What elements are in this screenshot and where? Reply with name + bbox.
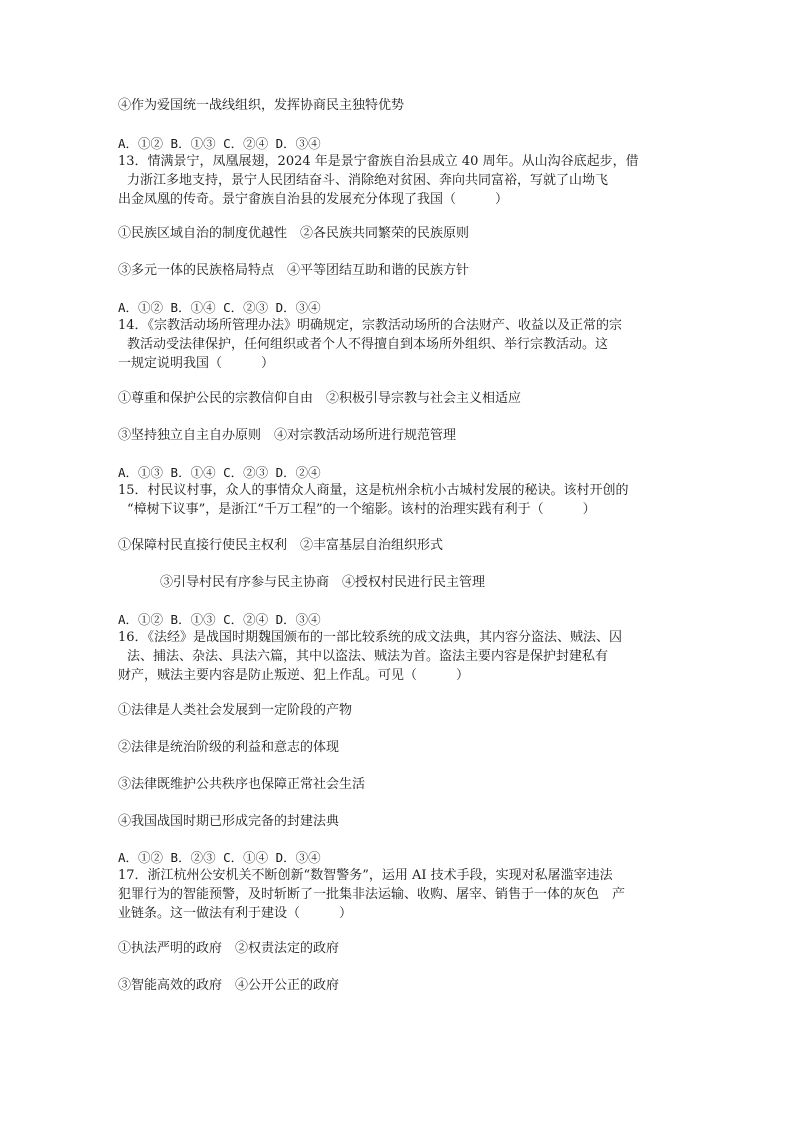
q16-option-3: ③法律既维护公共秩序也保障正常社会生活: [118, 777, 366, 792]
q12-answer-choices: A．①② B．①③ C．②④ D．③④: [118, 136, 321, 151]
q17-options-3-4: ③智能高效的政府 ④公开公正的政府: [118, 978, 340, 993]
q16-answer-choices: A．①② B．②③ C．①④ D．③④: [118, 850, 321, 865]
q14-options-1-2: ①尊重和保护公民的宗教信仰自由 ②积极引导宗教与社会主义相适应: [118, 391, 522, 406]
q16-option-2: ②法律是统治阶级的利益和意志的体现: [118, 740, 340, 755]
q15-options-3-4: ③引导村民有序参与民主协商 ④授权村民进行民主管理: [160, 575, 486, 590]
q14-options-3-4: ③坚持独立自主自办原则 ④对宗教活动场所进行规范管理: [118, 428, 457, 443]
q15-line-2: “樟树下议事”，是浙江“千万工程”的一个缩影。该村的治理实践有利于（ ）: [127, 502, 596, 517]
q17-line-2: 犯罪行为的智能预警，及时斩断了一批集非法运输、收购、屠宰、销售于一体的灰色 产: [118, 887, 626, 902]
q13-options-3-4: ③多元一体的民族格局特点 ④平等团结互助和谐的民族方针: [118, 263, 470, 278]
q15-answer-choices: A．①② B．①③ C．②④ D．③④: [118, 612, 321, 627]
question-15: [118, 481, 678, 519]
q13-answer-choices: A．①② B．①④ C．②③ D．③④: [118, 300, 321, 315]
q14-line-1: 14．《宗教活动场所管理办法》明确规定，宗教活动场所的合法财产、收益以及正常的宗: [118, 318, 623, 333]
question-17: [118, 866, 678, 923]
question-14: [118, 316, 678, 373]
q17-line-1: 17．浙江杭州公安机关不断创新“数智警务”，运用 AI 技术手段，实现对私屠滥宰违法: [118, 868, 613, 883]
q13-line-2: 力浙江多地支持，景宁人民团结奋斗、消除绝对贫困、奔向共同富裕，写就了山坳飞: [127, 173, 609, 188]
q14-answer-choices: A．①③ B．①④ C．②③ D．②④: [118, 465, 321, 480]
question-13: [118, 152, 678, 209]
q16-line-2: 法、捕法、杂法、具法六篇，其中以盗法、贼法为首。盗法主要内容是保护封建私有: [127, 649, 609, 664]
q14-line-2: 教活动受法律保护，任何组织或者个人不得擅自到本场所外组织、举行宗教活动。这: [127, 337, 609, 352]
q16-option-1: ①法律是人类社会发展到一定阶段的产物: [118, 703, 353, 718]
q14-line-3: 一规定说明我国（ ）: [118, 356, 275, 371]
question-16: [118, 628, 678, 685]
q13-options-1-2: ①民族区域自治的制度优越性 ②各民族共同繁荣的民族原则: [118, 226, 470, 241]
q16-line-3: 财产，贼法主要内容是防止叛逆、犯上作乱。可见（ ）: [118, 668, 470, 683]
q12-option-4: ④作为爱国统一战线组织，发挥协商民主独特优势: [118, 98, 405, 113]
q17-options-1-2: ①执法严明的政府 ②权责法定的政府: [118, 941, 340, 956]
q17-line-3: 业链条。这一做法有利于建设（ ）: [118, 906, 353, 921]
q16-option-4: ④我国战国时期已形成完备的封建法典: [118, 814, 340, 829]
q15-options-1-2: ①保障村民直接行使民主权利 ②丰富基层自治组织形式: [118, 538, 444, 553]
q13-line-1: 13．情满景宁，凤凰展翅，2024 年是景宁畲族自治县成立 40 周年。从山沟谷底起步，借: [118, 154, 639, 169]
q16-line-1: 16．《法经》是战国时期魏国颁布的一部比较系统的成文法典，其内容分盗法、贼法、囚: [118, 630, 623, 645]
q15-line-1: 15．村民议村事，众人的事情众人商量，这是杭州余杭小古城村发展的秘诀。该村开创的: [118, 483, 629, 498]
q13-line-3: 出金凤凰的传奇。景宁畲族自治县的发展充分体现了我国（ ）: [118, 192, 509, 207]
